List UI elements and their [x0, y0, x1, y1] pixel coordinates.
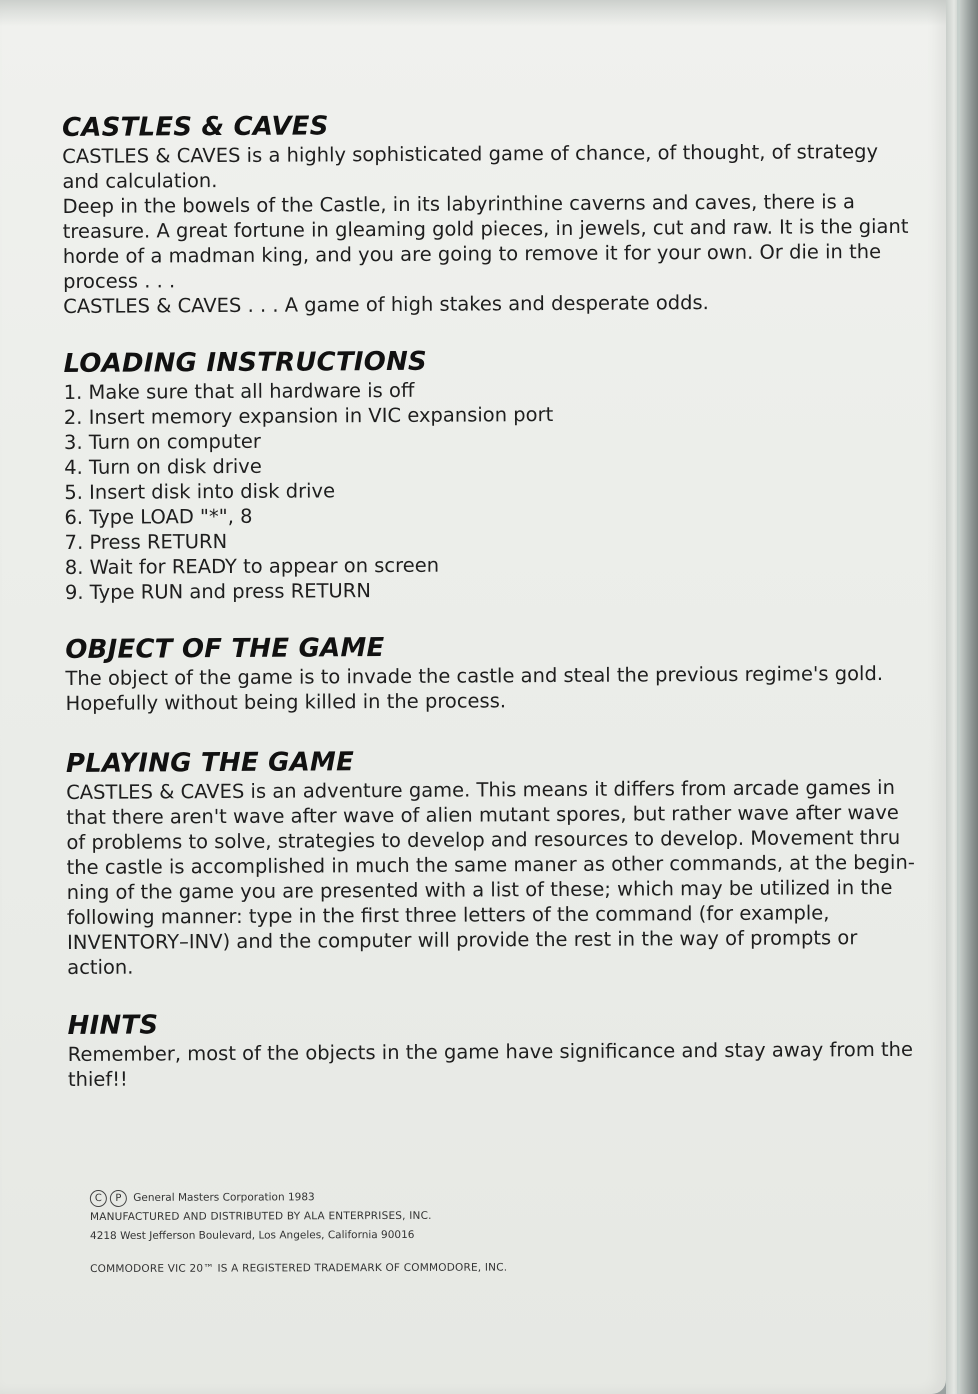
section-title-castles-and-caves: CASTLES & CAVES — [62, 111, 329, 143]
playing-line: CASTLES & CAVES is an adventure game. This means it differs from arcade games in — [66, 775, 895, 804]
copyright-text: General Masters Corporation 1983 — [133, 1191, 315, 1204]
section-title-hints: HINTS — [67, 1010, 159, 1041]
document-content — [62, 107, 924, 1091]
section-loading-instructions — [63, 343, 927, 605]
manufacturer-line: MANUFACTURED AND DISTRIBUTED BY ALA ENTERPRISES, INC. — [89, 1209, 432, 1224]
playing-line: the castle is accomplished in much the same maner as other commands, at the begin- — [66, 850, 915, 879]
section-castles-and-caves — [62, 107, 925, 319]
hints-line: Remember, most of the objects in the game have significance and stay away from the — [67, 1037, 914, 1066]
intro-line: process . . . — [62, 269, 176, 293]
loading-step: 5. Insert disk into disk drive — [64, 479, 336, 504]
loading-step: 8. Wait for READY to appear on screen — [64, 553, 440, 579]
loading-step: 9. Type RUN and press RETURN — [64, 579, 371, 604]
object-line: Hopefully without being killed in the process. — [65, 689, 507, 715]
top-shadow — [0, 0, 946, 26]
playing-line: of problems to solve, strategies to develop and resources to develop. Movement thru — [66, 825, 901, 854]
section-object-of-the-game — [65, 629, 927, 716]
loading-step: 7. Press RETURN — [64, 529, 228, 554]
loading-step: 6. Type LOAD "*", 8 — [64, 504, 253, 529]
playing-line: following manner: type in the first three letters of the command (for example, — [66, 901, 830, 929]
footer — [90, 1187, 690, 1279]
intro-line: CASTLES & CAVES is a highly sophisticated game of chance, of thought, of strategy — [62, 140, 879, 168]
section-title-object-of-the-game: OBJECT OF THE GAME — [65, 633, 385, 665]
loading-steps-list — [64, 375, 927, 605]
loading-step: 3. Turn on computer — [63, 429, 261, 454]
binder-edge — [946, 0, 978, 1394]
playing-line: INVENTORY–INV) and the computer will provide the rest in the way of prompts or — [67, 926, 858, 954]
playing-line: that there aren't wave after wave of alien mutant spores, but rather wave after wave — [66, 800, 899, 829]
loading-step: 1. Make sure that all hardware is off — [63, 378, 415, 404]
address-line: 4218 West Jefferson Boulevard, Los Angeles, California 90016 — [89, 1228, 415, 1243]
section-title-loading-instructions: LOADING INSTRUCTIONS — [63, 346, 428, 379]
phonogram-symbol: P — [110, 1189, 127, 1206]
loading-step: 2. Insert memory expansion in VIC expansion port — [63, 403, 554, 429]
section-hints — [67, 1005, 929, 1092]
hints-line: thief!! — [67, 1067, 128, 1091]
copyright-symbol: C — [90, 1189, 107, 1206]
intro-line: CASTLES & CAVES . . . A game of high stakes and desperate odds. — [63, 291, 709, 318]
section-playing-the-game — [66, 743, 929, 980]
loading-step: 4. Turn on disk drive — [64, 454, 262, 479]
intro-line: and calculation. — [62, 169, 218, 193]
intro-line: Deep in the bowels of the Castle, in its labyrinthine caverns and caves, there is a — [62, 190, 856, 218]
binder-edge-highlight — [957, 0, 960, 1394]
playing-line: action. — [67, 955, 134, 979]
playing-line: ning of the game you are presented with a list of these; which may be utilized in the — [66, 875, 893, 904]
intro-line: horde of a madman king, and you are going to remove it for your own. Or die in the — [62, 239, 882, 268]
object-line: The object of the game is to invade the castle and steal the previous regime's gold. — [65, 661, 884, 690]
copyright-line — [90, 1187, 690, 1208]
section-title-playing-the-game: PLAYING THE GAME — [65, 747, 355, 779]
intro-line: treasure. A great fortune in gleaming gold pieces, in jewels, cut and raw. It is the giant — [62, 214, 909, 243]
trademark-line: COMMODORE VIC 20™ IS A REGISTERED TRADEMARK OF COMMODORE, INC. — [90, 1261, 508, 1276]
